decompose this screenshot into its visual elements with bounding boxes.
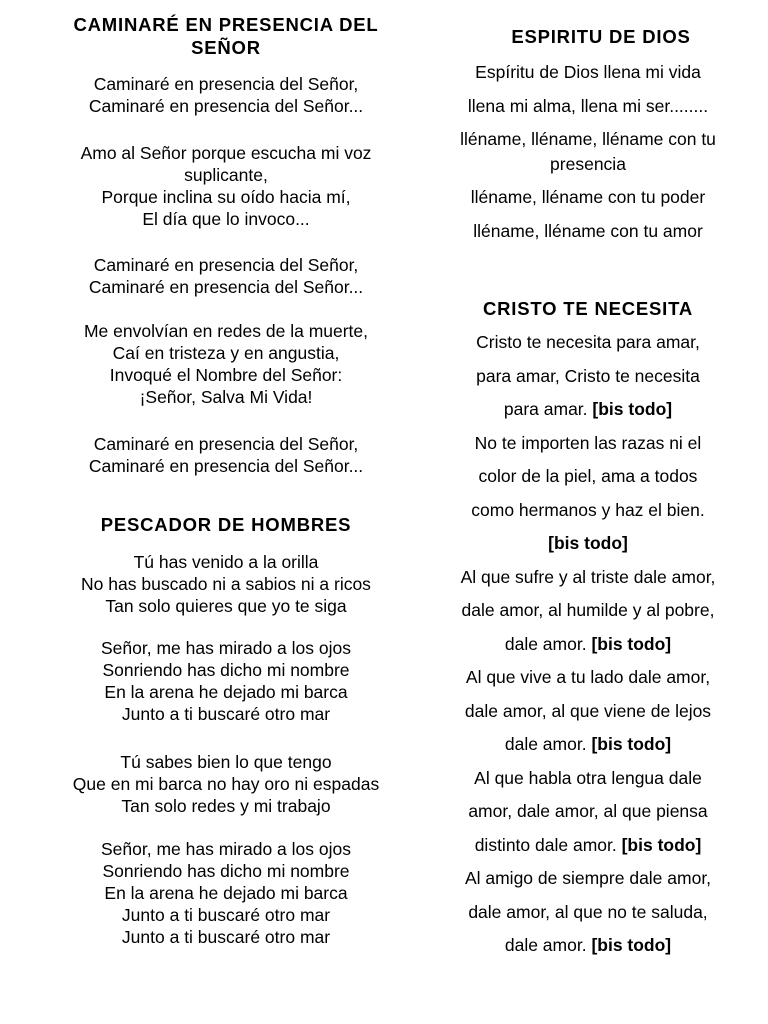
stanza — [20, 551, 432, 617]
lyric-line — [428, 695, 748, 729]
stanza — [20, 142, 432, 230]
lyric-line: Invoqué el Nombre del Señor: — [109, 365, 343, 385]
lyric-text: dale amor. — [504, 734, 592, 754]
lyric-line: Espíritu de Dios llena mi vida — [475, 62, 701, 82]
lyric-text: Cristo te necesita para amar, — [476, 332, 700, 352]
stanza — [20, 751, 432, 817]
stanza — [20, 637, 432, 725]
lyric-line: presencia — [550, 154, 626, 174]
lyric-line: Sonriendo has dicho mi nombre — [102, 861, 350, 881]
lyric-line: Tan solo redes y mi trabajo — [121, 796, 331, 816]
lyric-line: lléname, lléname, lléname con tu — [460, 129, 716, 149]
stanza — [428, 56, 748, 248]
bis-marker: [bis todo] — [548, 533, 628, 553]
lyric-line — [428, 427, 748, 461]
lyric-line: Caminaré en presencia del Señor, — [93, 74, 359, 94]
song-title-pescador: PESCADOR DE HOMBRES — [100, 514, 352, 535]
lyric-text: Al que vive a tu lado dale amor, — [465, 667, 711, 687]
lyric-line: ¡Señor, Salva Mi Vida! — [139, 387, 313, 407]
song-title-espiritu: ESPIRITU DE DIOS — [511, 26, 691, 47]
lyric-text: Al que sufre y al triste dale amor, — [460, 566, 716, 587]
lyric-line: Amo al Señor porque escucha mi voz — [80, 143, 372, 163]
lyric-line: Caminaré en presencia del Señor... — [88, 277, 364, 297]
lyric-line: Caminaré en presencia del Señor, — [93, 255, 359, 275]
lyric-line: Me envolvían en redes de la muerte, — [83, 321, 369, 341]
lyric-line: En la arena he dejado mi barca — [104, 682, 348, 702]
lyric-line: lléname, lléname con tu amor — [473, 220, 703, 241]
lyric-line — [428, 762, 748, 796]
lyric-line: llena mi alma, llena mi ser........ — [467, 95, 709, 116]
stanza — [20, 838, 432, 948]
stanza — [20, 73, 432, 117]
lyric-text: como hermanos y haz el bien. — [471, 499, 705, 520]
bis-marker: [bis todo] — [591, 935, 672, 955]
lyric-line — [428, 460, 748, 494]
lyric-text: No te importen las razas ni el — [474, 432, 702, 453]
lyric-line — [428, 594, 748, 628]
lyric-line — [428, 661, 748, 695]
lyric-text: dale amor. — [504, 935, 592, 955]
bis-marker: [bis todo] — [592, 399, 673, 419]
bis-marker: [bis todo] — [621, 834, 702, 855]
lyric-line — [428, 728, 748, 762]
lyric-line — [428, 527, 748, 561]
title-line: CAMINARÉ EN PRESENCIA DEL — [73, 14, 379, 35]
lyric-text: amor, dale amor, al que piensa — [468, 801, 708, 821]
lyric-text: para amar. — [503, 399, 593, 419]
lyric-text: dale amor. — [504, 633, 592, 654]
lyric-line: Junto a ti buscaré otro mar — [121, 927, 331, 947]
stanza — [20, 254, 432, 298]
lyric-line: Caminaré en presencia del Señor... — [88, 456, 364, 476]
lyric-line: Tú has venido a la orilla — [133, 552, 319, 572]
lyric-line: Sonriendo has dicho mi nombre — [102, 660, 350, 680]
lyric-line — [428, 628, 748, 662]
stanza — [20, 320, 432, 408]
song-title-caminare — [20, 13, 432, 59]
lyric-line — [428, 829, 748, 863]
lyric-text: color de la piel, ama a todos — [478, 466, 698, 486]
lyric-line — [428, 561, 748, 595]
lyric-line — [428, 862, 748, 896]
lyric-line: En la arena he dejado mi barca — [104, 883, 348, 903]
lyric-line: Caí en tristeza y en angustia, — [112, 343, 340, 363]
lyric-line: El día que lo invoco... — [142, 209, 310, 229]
lyric-text: distinto dale amor. — [474, 834, 622, 855]
stanza — [20, 433, 432, 477]
lyric-line: Señor, me has mirado a los ojos — [101, 839, 351, 859]
bis-marker: [bis todo] — [591, 633, 672, 654]
lyric-text: dale amor, al humilde y al pobre, — [461, 600, 715, 620]
lyric-line — [428, 795, 748, 829]
lyric-line — [428, 929, 748, 963]
lyric-line: lléname, lléname con tu poder — [470, 187, 706, 207]
lyric-line: Junto a ti buscaré otro mar — [121, 704, 331, 724]
lyric-line — [428, 326, 748, 360]
stanza — [428, 326, 748, 963]
lyric-line: Que en mi barca no hay oro ni espadas — [72, 774, 380, 794]
title-line: SEÑOR — [191, 37, 261, 58]
lyric-text: Al amigo de siempre dale amor, — [464, 868, 712, 888]
lyric-text: dale amor, al que no te saluda, — [468, 901, 708, 922]
lyric-line: No has buscado ni a sabios ni a ricos — [81, 574, 371, 594]
song-title-cristo: CRISTO TE NECESITA — [482, 298, 694, 319]
lyric-line: suplicante, — [184, 165, 268, 185]
lyric-line: Porque inclina su oído hacia mí, — [101, 187, 351, 207]
lyric-line: Tan solo quieres que yo te siga — [105, 596, 347, 616]
lyric-line — [428, 896, 748, 930]
lyric-line — [428, 494, 748, 528]
lyric-line: Caminaré en presencia del Señor... — [88, 96, 364, 116]
lyric-line — [428, 393, 748, 427]
lyric-text: Al que habla otra lengua dale — [474, 767, 702, 788]
lyric-line: Junto a ti buscaré otro mar — [121, 905, 331, 925]
lyric-line: Caminaré en presencia del Señor, — [93, 434, 359, 454]
lyric-text: dale amor, al que viene de lejos — [464, 700, 712, 721]
lyric-line — [428, 360, 748, 394]
lyric-line: Tú sabes bien lo que tengo — [120, 752, 332, 772]
bis-marker: [bis todo] — [591, 734, 672, 754]
lyric-line: Señor, me has mirado a los ojos — [101, 638, 351, 658]
lyric-text: para amar, Cristo te necesita — [476, 365, 700, 386]
